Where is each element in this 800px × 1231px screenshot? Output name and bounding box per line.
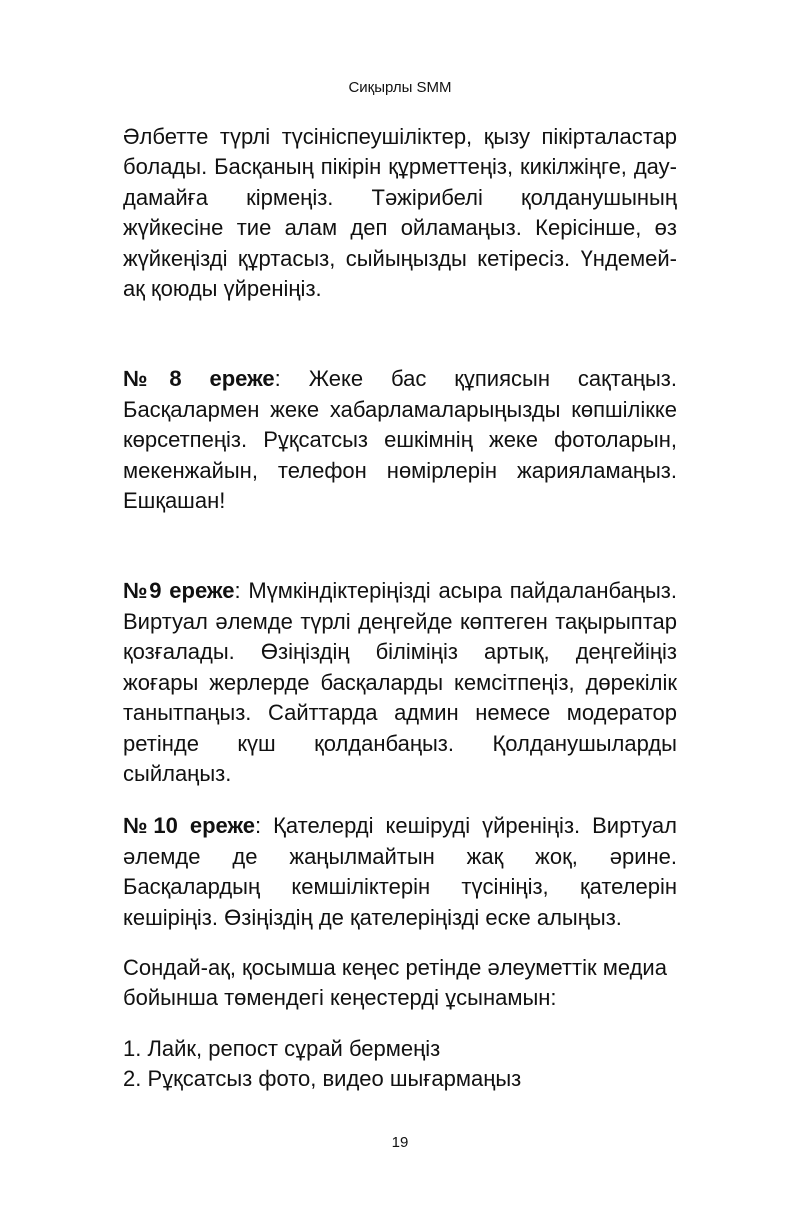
spacer — [123, 933, 677, 953]
list-item: 1. Лайк, репост сұрай бермеңіз — [123, 1035, 441, 1061]
rule-10-text: Қателерді кешіруді үйреніңіз. Виртуал әлемде де жаңылмайтын жақ жоқ, әрине. Басқалардың кемшіліктерін түсініңіз, қателерін кешіріңіз. Өзіңіздің де қателеріңізді еске алыңыз. — [123, 813, 677, 930]
rule-10-label: №10 ереже — [123, 813, 255, 839]
rule-10-paragraph — [123, 811, 677, 933]
rule-8-text: Жеке бас құпиясын сақтаңыз. Басқалармен жеке хабарламаларыңызды көпшілікке көрсетпеңіз. Рұқсатсыз ешкімнің жеке фотоларын, мекенжайын, телефон нөмірлерін жарияламаңыз. Ешқашан! — [123, 366, 677, 514]
page-number: 19 — [391, 1134, 409, 1151]
page-content — [123, 122, 677, 1095]
spacer — [123, 304, 677, 364]
advice-intro-paragraph: Сондай-ақ, қосымша кеңес ретінде әлеуметтік медиа бойынша төмендегі кеңестерді ұсынамын: — [123, 954, 667, 1011]
running-header: Сиқырлы SMM — [348, 79, 452, 96]
advice-list — [123, 1034, 677, 1095]
rule-9-paragraph — [123, 576, 677, 789]
spacer — [123, 1014, 677, 1034]
rule-8-separator: : — [274, 366, 281, 392]
rule-10-separator: : — [255, 813, 262, 839]
spacer — [123, 789, 677, 811]
intro-paragraph: Әлбетте түрлі түсініспеушіліктер, қызу пікірталастар болады. Басқаның пікірін құрметтеңіз, кикілжіңге, дау-дамайға кірмеңіз. Тәжірибелі қолданушының жүйкесіне тие алам деп ойламаңыз. Керісінше, өз жүйкеңізді құртасыз, сыйыңызды кетіресіз. Үндемей-ақ қоюды үйреніңіз. — [123, 124, 677, 302]
list-item: 2. Рұқсатсыз фото, видео шығармаңыз — [123, 1066, 522, 1092]
spacer — [123, 516, 677, 576]
rule-9-label: №9 ереже — [123, 578, 235, 604]
rule-9-text: Мүмкіндіктеріңізді асыра пайдаланбаңыз. Виртуал әлемде түрлі деңгейде көптеген тақырыптар қозғалады. Өзіңіздің біліміңіз артық, деңгейіңіз жоғары жерлерде басқаларды кемсітпеңіз, дөрекілік танытпаңыз. Сайттарда админ немесе модератор ретінде күш қолданбаңыз. Қолданушыларды сыйлаңыз. — [123, 578, 677, 786]
rule-9-separator: : — [234, 578, 241, 604]
rule-8-paragraph — [123, 364, 677, 516]
rule-8-label: №8 ереже — [123, 366, 275, 392]
